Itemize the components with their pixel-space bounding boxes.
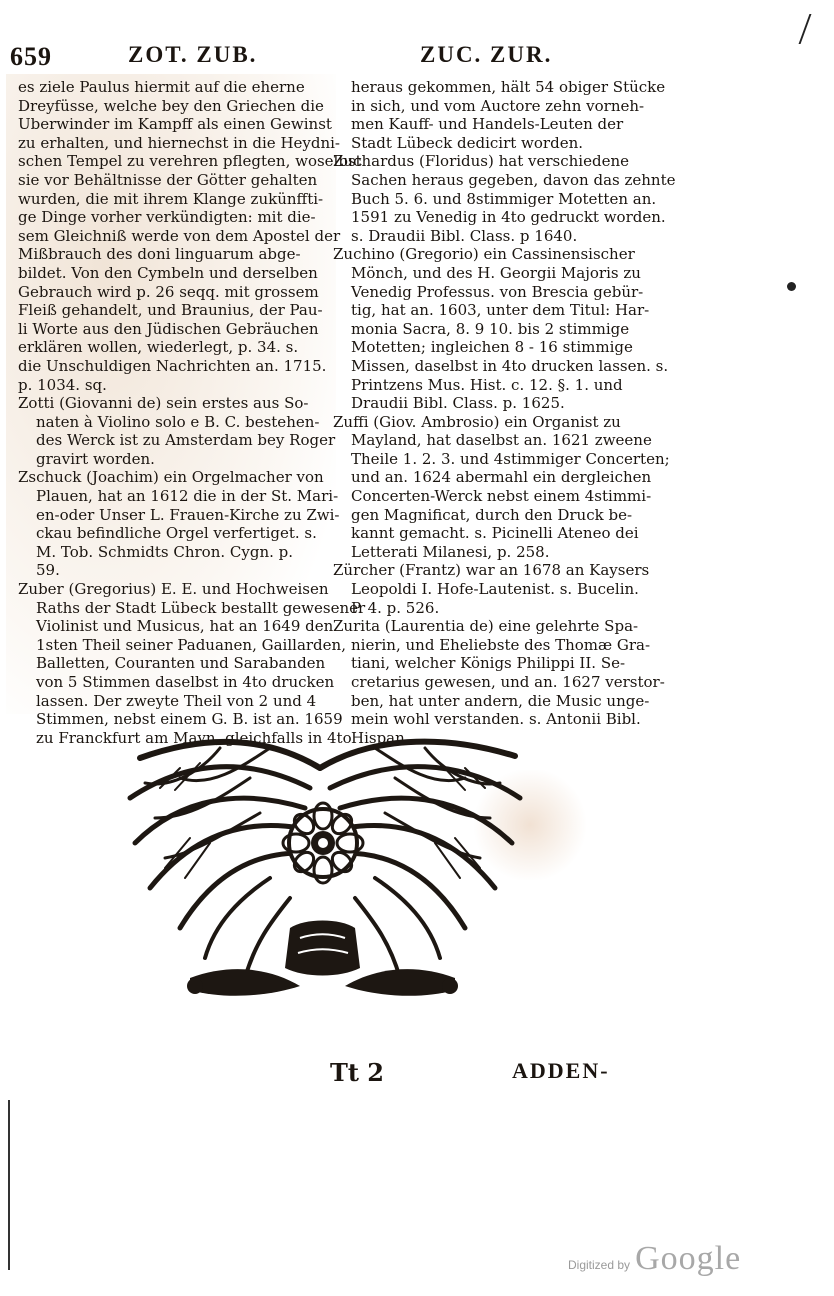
text-line: Stadt Lübeck dedicirt worden. <box>351 133 583 152</box>
text-line: s. Draudii Bibl. Class. p 1640. <box>351 226 578 245</box>
text-line: erklären wollen, wiederlegt, p. 34. s. <box>18 338 299 357</box>
text-line: in sich, und vom Auctore zehn vorneh- <box>351 96 645 115</box>
text-line: Theile 1. 2. 3. und 4stimmiger Concerten; <box>351 449 670 468</box>
floral-tailpiece-ornament <box>120 728 525 1003</box>
text-line: tiani, welcher Königs Philippi II. Se- <box>351 654 626 673</box>
text-column-right <box>333 78 676 747</box>
text-line: Buch 5. 6. und 8stimmiger Motetten an. <box>351 189 657 208</box>
text-line: tig, hat an. 1603, unter dem Titul: Har- <box>351 301 650 320</box>
text-line: Zschuck (Joachim) ein Orgelmacher von <box>18 468 324 487</box>
digitized-by-label: Digitized by <box>568 1258 631 1272</box>
text-line: Zotti (Giovanni de) sein erstes aus So- <box>18 394 309 413</box>
text-line: Plauen, hat an 1612 die in der St. Mari- <box>36 487 339 506</box>
text-line: 1591 zu Venedig in 4to gedruckt worden. <box>351 208 666 227</box>
ink-spot <box>787 282 796 291</box>
text-line: Balletten, Couranten und Sarabanden <box>36 654 326 673</box>
running-head-left: ZOT. ZUB. <box>128 42 258 67</box>
digitized-watermark <box>568 1240 741 1278</box>
text-line: es ziele Paulus hiermit auf die eherne <box>18 78 305 96</box>
text-line: kannt gemacht. s. Picinelli Ateneo dei <box>351 524 639 543</box>
text-line: von 5 Stimmen daselbst in 4to drucken <box>36 673 335 691</box>
text-line: Concerten-Werck nebst einem 4stimmi- <box>351 487 652 506</box>
text-line: Leopoldi I. Hofe-Lautenist. s. Bucelin. <box>351 580 639 599</box>
text-line: Gebrauch wird p. 26 seqq. mit grossem <box>18 282 319 301</box>
text-line: wurden, die mit ihrem Klange zukünffti- <box>18 189 324 208</box>
text-line: naten à Violino solo e B. C. bestehen- <box>36 412 320 431</box>
text-line: Zuchardus (Floridus) hat verschiedene <box>333 152 629 171</box>
text-line: monia Sacra, 8. 9 10. bis 2 stimmige <box>351 319 630 338</box>
text-line: Mayland, hat daselbst an. 1621 zweene <box>351 431 652 450</box>
text-line: Zuffi (Giov. Ambrosio) ein Organist zu <box>333 412 621 431</box>
ornament-graphic <box>120 728 525 1003</box>
text-line: p. 1034. sq. <box>18 375 107 394</box>
text-line: Hispan. <box>351 728 410 747</box>
text-line: des Werck ist zu Amsterdam bey Roger <box>36 431 336 450</box>
text-line: P. 4. p. 526. <box>351 598 440 617</box>
text-line: zu erhalten, und hiernechst in die Heydni- <box>18 133 341 152</box>
running-head-right: ZUC. ZUR. <box>420 42 553 67</box>
text-line: sie vor Behältnisse der Götter gehalten <box>18 170 318 189</box>
text-line: nierin, und Eheliebste des Thomæ Gra- <box>351 635 651 654</box>
text-line: Motetten; ingleichen 8 - 16 stimmige <box>351 338 633 357</box>
text-line: en-oder Unser L. Frauen-Kirche zu Zwi- <box>36 505 340 524</box>
text-line: Zuber (Gregorius) E. E. und Hochweisen <box>18 580 329 599</box>
text-line: 59. <box>36 561 60 580</box>
text-line: lassen. Der zweyte Theil von 2 und 4 <box>36 691 317 710</box>
catchword: ADDEN- <box>512 1058 610 1083</box>
text-line: Sachen heraus gegeben, davon das zehnte <box>351 170 676 189</box>
google-logo: Google <box>635 1240 742 1277</box>
text-line: Venedig Professus. von Brescia gebür- <box>351 282 644 301</box>
text-line: gravirt worden. <box>36 449 155 468</box>
text-line: Mißbrauch des doni linguarum abge- <box>18 245 301 264</box>
text-line: ge Dinge vorher verkündigten: mit die- <box>18 208 316 227</box>
text-line: Dreyfüsse, welche bey den Griechen die <box>18 96 324 115</box>
page-header <box>0 38 834 78</box>
text-line: Raths der Stadt Lübeck bestallt gewesener <box>36 598 366 617</box>
text-line: Printzens Mus. Hist. c. 12. §. 1. und <box>351 375 623 394</box>
text-line: sem Gleichniß werde von dem Apostel der <box>18 226 341 245</box>
text-line: Uberwinder im Kampff als einen Gewinst <box>18 115 332 134</box>
text-line: ben, hat unter andern, die Music unge- <box>351 691 650 710</box>
text-line: M. Tob. Schmidts Chron. Cygn. p. <box>36 542 294 561</box>
text-line: und an. 1624 abermahl ein dergleichen <box>351 468 652 487</box>
text-line: ckau befindliche Orgel verfertiget. s. <box>36 524 317 543</box>
text-line: gen Magnificat, durch den Druck be- <box>351 505 633 524</box>
text-line: schen Tempel zu verehren pflegten, woselbst <box>18 152 362 171</box>
text-line: cretarius gewesen, und an. 1627 verstor- <box>351 673 665 691</box>
text-line: Mönch, und des H. Georgii Majoris zu <box>351 263 641 282</box>
text-line: Stimmen, nebst einem G. B. ist an. 1659 <box>36 710 343 729</box>
text-line: Fleiß gehandelt, und Braunius, der Pau- <box>18 301 323 320</box>
signature-mark: Tt 2 <box>330 1058 384 1087</box>
text-line: mein wohl verstanden. s. Antonii Bibl. <box>351 710 641 729</box>
page-number: 659 <box>10 42 52 71</box>
text-line: heraus gekommen, hält 54 obiger Stücke <box>351 78 666 96</box>
text-line: li Worte aus den Jüdischen Gebräuchen <box>18 319 319 338</box>
text-line: Zuchino (Gregorio) ein Cassinensischer <box>333 245 635 264</box>
page-edge <box>8 1100 10 1270</box>
text-line: men Kauff- und Handels-Leuten der <box>351 115 624 134</box>
text-line: Zürcher (Frantz) war an 1678 an Kaysers <box>333 561 650 580</box>
text-line: Zurita (Laurentia de) eine gelehrte Spa- <box>333 617 639 636</box>
text-line: Draudii Bibl. Class. p. 1625. <box>351 394 565 413</box>
text-line: die Unschuldigen Nachrichten an. 1715. <box>18 356 327 375</box>
text-line: zu Franckfurt am Mayn, gleichfalls in 4to <box>36 728 352 747</box>
text-line: Letterati Milanesi, p. 258. <box>351 542 550 561</box>
text-line: 1sten Theil seiner Paduanen, Gaillarden, <box>36 635 346 654</box>
text-line: bildet. Von den Cymbeln und derselben <box>18 263 318 282</box>
text-line: Violinist und Musicus, hat an 1649 den <box>36 617 334 636</box>
text-column-left <box>18 78 366 747</box>
text-line: Missen, daselbst in 4to drucken lassen. s. <box>351 356 669 375</box>
